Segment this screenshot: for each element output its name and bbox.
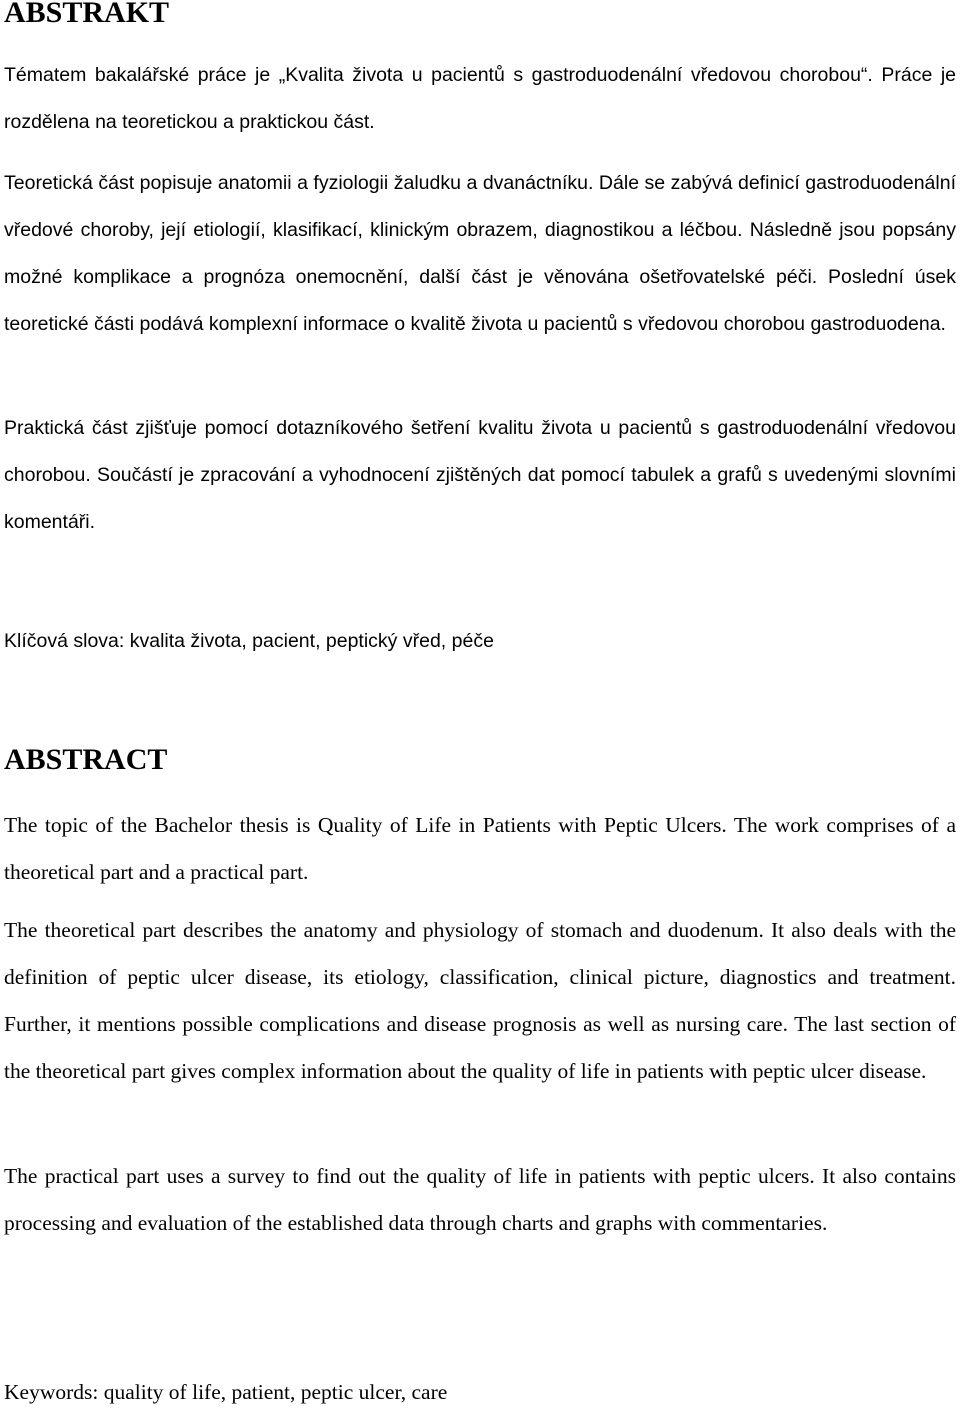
abstract-keywords: Keywords: quality of life, patient, peptic ulcer, care <box>4 1380 448 1404</box>
abstract-heading: ABSTRACT <box>4 743 168 776</box>
abstrakt-paragraph-1: Tématem bakalářské práce je „Kvalita života u pacientů s gastroduodenální vředovou chorobou“. Práce je rozdělena na teoretickou a praktickou část. <box>4 64 956 133</box>
abstract-paragraph-3: The practical part uses a survey to find out the quality of life in patients with peptic ulcers. It also contains processing and evaluation of the established data through charts and graphs with commentaries. <box>4 1164 956 1235</box>
abstrakt-paragraph-3: Praktická část zjišťuje pomocí dotazníkového šetření kvalitu života u pacientů s gastroduodenální vředovou chorobou. Součástí je zpracování a vyhodnocení zjištěných dat pomocí tabulek a grafů s uvedenými slovními komentáři. <box>4 417 956 533</box>
abstrakt-keywords: Klíčová slova: kvalita života, pacient, peptický vřed, péče <box>4 630 494 652</box>
abstract-paragraph-1: The topic of the Bachelor thesis is Quality of Life in Patients with Peptic Ulcers. The work comprises of a theoretical part and a practical part. <box>4 813 956 884</box>
abstract-paragraph-2: The theoretical part describes the anatomy and physiology of stomach and duodenum. It also deals with the definition of peptic ulcer disease, its etiology, classification, clinical picture, diagnostics and treatment. Further, it mentions possible complications and disease prognosis as well as nursing care. The last section of the theoretical part gives complex information about the quality of life in patients with peptic ulcer disease. <box>4 918 956 1083</box>
abstrakt-paragraph-2: Teoretická část popisuje anatomii a fyziologii žaludku a dvanáctníku. Dále se zabývá definicí gastroduodenální vředové choroby, její etiologií, klasifikací, klinickým obrazem, diagnostikou a léčbou. Následně jsou popsány možné komplikace a prognóza onemocnění, další část je věnována ošetřovatelské péči. Poslední úsek teoretické části podává komplexní informace o kvalitě života u pacientů s vředovou chorobou gastroduodena. <box>4 172 956 335</box>
abstrakt-heading: ABSTRAKT <box>4 0 170 29</box>
